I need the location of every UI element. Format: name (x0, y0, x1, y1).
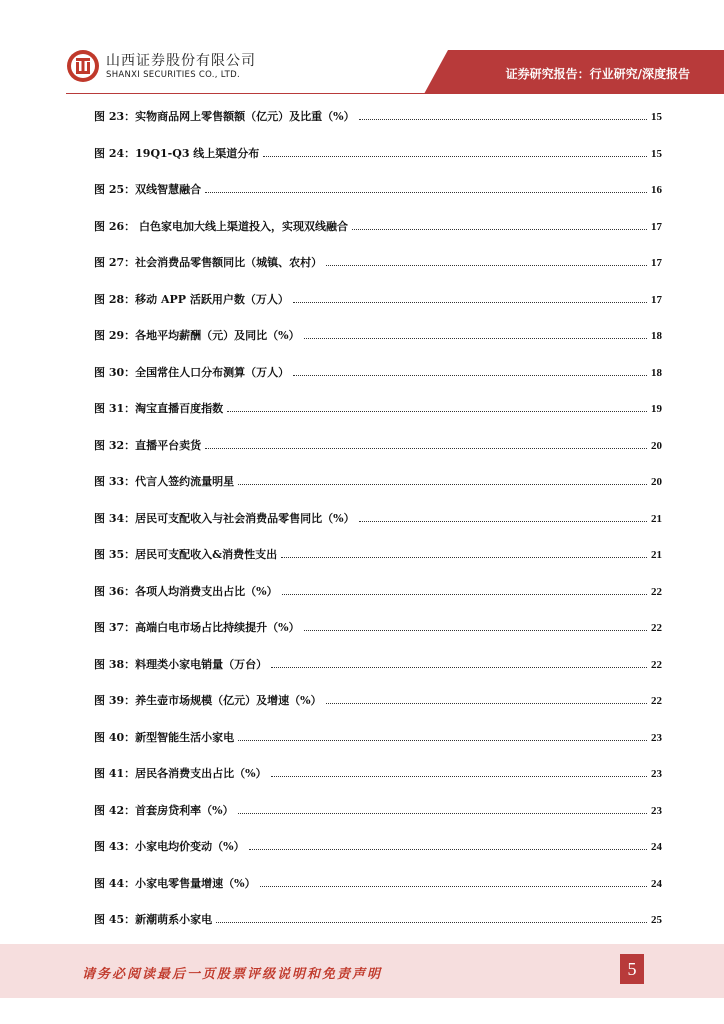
toc-entry-page: 25 (651, 914, 662, 926)
toc-entry[interactable] (94, 469, 662, 489)
toc-leader-dots (281, 556, 647, 558)
toc-entry[interactable] (94, 579, 662, 599)
toc-leader-dots (359, 118, 647, 120)
toc-entry[interactable] (94, 104, 662, 124)
toc-leader-dots (227, 410, 647, 412)
toc-entry[interactable] (94, 652, 662, 672)
toc-entry[interactable] (94, 433, 662, 453)
toc-entry[interactable] (94, 141, 662, 161)
header-divider (66, 93, 660, 94)
toc-entry-page: 20 (651, 439, 662, 452)
toc-entry-label: 图 45：新潮萌系小家电 (94, 913, 213, 926)
toc-entry[interactable] (94, 287, 662, 307)
toc-leader-dots (238, 483, 647, 485)
toc-leader-dots (359, 520, 647, 522)
toc-entry[interactable] (94, 798, 662, 818)
toc-entry-page: 21 (651, 549, 662, 561)
toc-entry-page: 19 (651, 403, 662, 415)
company-name-en: SHANXI SECURITIES CO., LTD. (106, 70, 240, 80)
toc-leader-dots (271, 775, 647, 777)
toc-entry-page: 17 (651, 293, 662, 306)
toc-entry[interactable] (94, 323, 662, 343)
toc-entry-page: 22 (651, 585, 662, 598)
toc-leader-dots (293, 374, 647, 376)
company-name-cn: 山西证券股份有限公司 (106, 53, 256, 69)
toc-entry[interactable] (94, 834, 662, 854)
footer-disclaimer: 请务必阅读最后一页股票评级说明和免责声明 (82, 967, 383, 982)
toc-leader-dots (260, 885, 647, 887)
toc-entry-page: 22 (651, 695, 662, 707)
toc-entry-label: 图 40：新型智能生活小家电 (94, 730, 235, 744)
toc-leader-dots (326, 702, 647, 704)
toc-entry-label: 图 39：养生壶市场规模（亿元）及增速（%） (94, 694, 322, 707)
toc-entry[interactable] (94, 250, 662, 270)
toc-entry-page: 17 (651, 257, 662, 269)
toc-entry-label: 图 43：小家电均价变动（%） (94, 840, 245, 853)
toc-entry[interactable] (94, 725, 662, 745)
toc-leader-dots (304, 337, 647, 339)
toc-leader-dots (205, 191, 647, 193)
toc-entry-label: 图 38：料理类小家电销量（万台） (94, 657, 268, 671)
toc-entry-label: 图 26： 白色家电加大线上渠道投入，实现双线融合 (94, 219, 348, 233)
toc-leader-dots (271, 666, 647, 668)
toc-entry-label: 图 31：淘宝直播百度指数 (94, 402, 224, 415)
toc-entry-page: 20 (651, 476, 662, 488)
toc-entry-label: 图 42：首套房贷利率（%） (94, 803, 234, 817)
toc-entry-label: 图 36：各项人均消费支出占比（%） (94, 584, 278, 598)
toc-entry-page: 22 (651, 658, 662, 671)
toc-leader-dots (249, 848, 647, 850)
toc-entry-page: 24 (651, 841, 662, 853)
toc-entry-page: 18 (651, 330, 662, 342)
toc-entry[interactable] (94, 506, 662, 526)
toc-entry[interactable] (94, 542, 662, 562)
toc-entry[interactable] (94, 871, 662, 891)
toc-entry-label: 图 41：居民各消费支出占比（%） (94, 767, 267, 780)
toc-entry-label: 图 30：全国常住人口分布测算（万人） (94, 365, 290, 379)
toc-entry[interactable] (94, 907, 662, 927)
toc-entry-page: 18 (651, 366, 662, 379)
toc-entry-page: 23 (651, 731, 662, 744)
toc-entry-label: 图 27：社会消费品零售额同比（城镇、农村） (94, 256, 323, 269)
toc-entry-label: 图 24：19Q1-Q3 线上渠道分布 (94, 146, 260, 160)
toc-entry-page: 24 (651, 877, 662, 890)
toc-entry-page: 15 (651, 147, 662, 160)
toc-entry-page: 22 (651, 622, 662, 634)
toc-leader-dots (216, 921, 647, 923)
toc-entry-label: 图 44：小家电零售量增速（%） (94, 876, 256, 890)
page-number: 5 (620, 954, 644, 984)
toc-entry[interactable] (94, 615, 662, 635)
toc-leader-dots (205, 447, 647, 449)
toc-entry-label: 图 35：居民可支配收入&消费性支出 (94, 548, 278, 561)
toc-leader-dots (263, 155, 647, 157)
toc-entry[interactable] (94, 396, 662, 416)
toc-entry-label: 图 23：实物商品网上零售额额（亿元）及比重（%） (94, 110, 355, 123)
toc-leader-dots (282, 593, 647, 595)
toc-entry-page: 23 (651, 768, 662, 780)
toc-entry-label: 图 32：直播平台卖货 (94, 438, 202, 452)
toc-entry[interactable] (94, 177, 662, 197)
toc-entry-label: 图 37：高端白电市场占比持续提升（%） (94, 621, 300, 634)
page-header (0, 0, 724, 92)
toc-entry[interactable] (94, 761, 662, 781)
toc-entry-label: 图 28：移动 APP 活跃用户数（万人） (94, 292, 289, 306)
toc-entry-label: 图 33：代言人签约流量明星 (94, 475, 235, 488)
toc-leader-dots (352, 228, 647, 230)
toc-entry[interactable] (94, 360, 662, 380)
toc-leader-dots (293, 301, 647, 303)
toc-entry-label: 图 29：各地平均薪酬（元）及同比（%） (94, 329, 300, 342)
company-logo-icon (66, 49, 100, 83)
toc-leader-dots (304, 629, 647, 631)
toc-entry-page: 15 (651, 111, 662, 123)
toc-entry[interactable] (94, 688, 662, 708)
toc-entry-page: 23 (651, 804, 662, 817)
report-type-label: 证券研究报告：行业研究/深度报告 (505, 67, 690, 81)
toc-leader-dots (326, 264, 647, 266)
toc-entry-label: 图 34：居民可支配收入与社会消费品零售同比（%） (94, 511, 355, 525)
toc-entry-page: 21 (651, 512, 662, 525)
toc-entry-page: 17 (651, 220, 662, 233)
toc-leader-dots (238, 739, 647, 741)
toc-entry[interactable] (94, 214, 662, 234)
toc-entry-page: 16 (651, 184, 662, 196)
toc-entry-label: 图 25：双线智慧融合 (94, 183, 202, 196)
toc-leader-dots (238, 812, 647, 814)
